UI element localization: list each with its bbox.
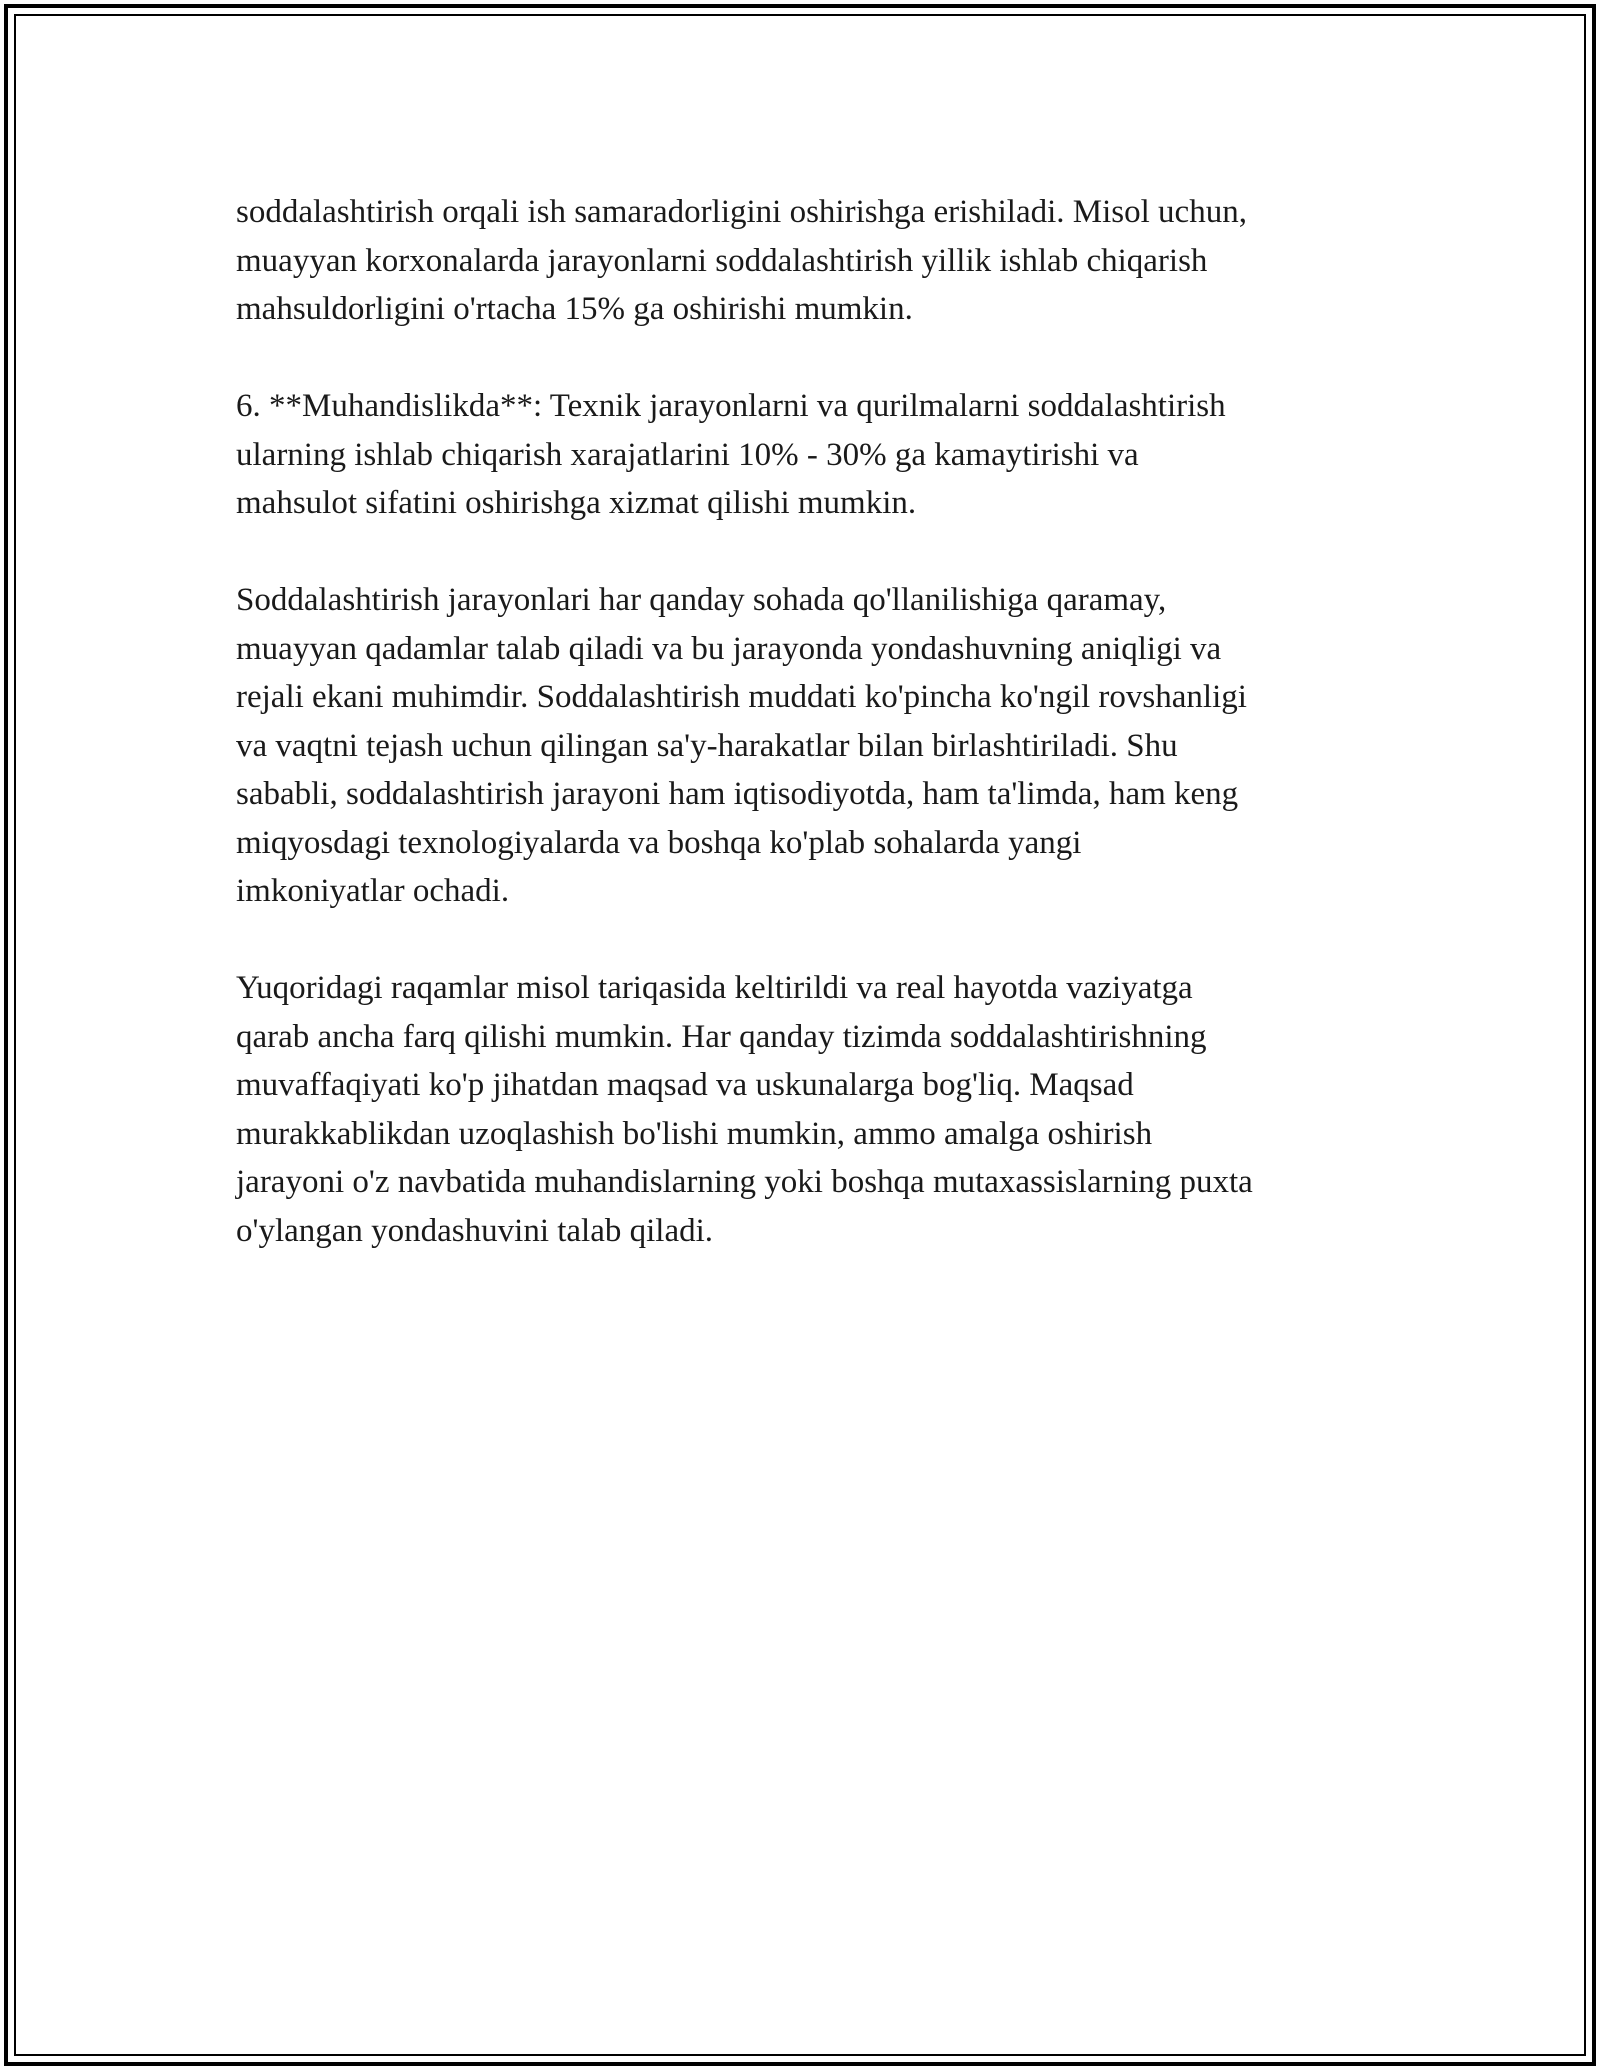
paragraph-2: 6. **Muhandislikda**: Texnik jarayonlarni va qurilmalarni soddalashtirish ularning ishlab chiqarish xarajatlarini 10% - 30% ga kamaytirishi va mahsulot sifatini oshirishga xizmat qilishi mumkin. (236, 388, 1226, 521)
paragraph-1: soddalashtirish orqali ish samaradorligini oshirishga erishiladi. Misol uchun, muayyan korxonalarda jarayonlarni soddalashtirish yillik ishlab chiqarish mahsuldorligini o'rtacha 15% ga oshirishi mumkin. (236, 194, 1247, 327)
document-body (236, 188, 1386, 1304)
paragraph-4: Yuqoridagi raqamlar misol tariqasida keltirildi va real hayotda vaziyatga qarab ancha farq qilishi mumkin. Har qanday tizimda soddalashtirishning muvaffaqiyati ko'p jihatdan maqsad va uskunalarga bog'liq. Maqsad murakkablikdan uzoqlashish bo'lishi mumkin, ammo amalga oshirish jarayoni o'z navbatida muhandislarning yoki boshqa mutaxassislarning puxta o'ylangan yondashuvini talab qiladi. (236, 970, 1253, 1249)
paragraph-3: Soddalashtirish jarayonlari har qanday sohada qo'llanilishiga qaramay, muayyan qadamlar talab qiladi va bu jarayonda yondashuvning aniqligi va rejali ekani muhimdir. Soddalashtirish muddati ko'pincha ko'ngil rovshanligi va vaqtni tejash uchun qilingan sa'y-harakatlar bilan birlashtiriladi. Shu sababli, soddalashtirish jarayoni ham iqtisodiyotda, ham ta'limda, ham keng miqyosdagi texnologiyalarda va boshqa ko'plab sohalarda yangi imkoniyatlar ochadi. (236, 582, 1247, 909)
